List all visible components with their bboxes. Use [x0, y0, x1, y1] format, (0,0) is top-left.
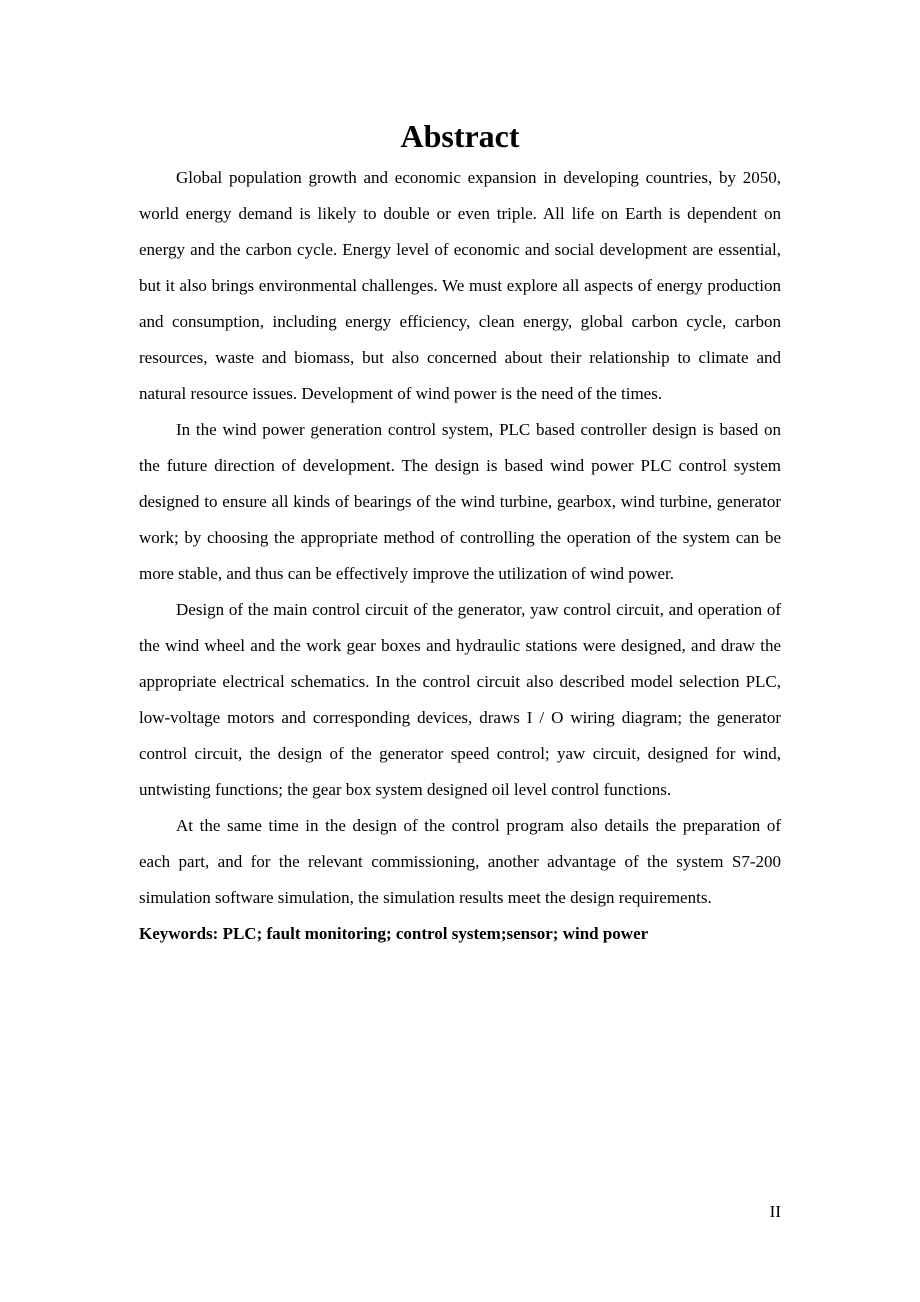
abstract-paragraph-2: In the wind power generation control system, PLC based controller design is based on the future direction of development. The design is based wind power PLC control system designed to ensure all kinds of bearings of the wind turbine, gearbox, wind turbine, generator work; by choosing the appropriate method of controlling the operation of the system can be more stable, and thus can be effectively improve the utilization of wind power.: [139, 420, 781, 583]
keywords-line: Keywords: PLC; fault monitoring; control system;sensor; wind power: [139, 924, 649, 943]
page-number: II: [769, 1202, 781, 1221]
abstract-title: Abstract: [400, 118, 520, 154]
abstract-paragraph-1: Global population growth and economic expansion in developing countries, by 2050, world energy demand is likely to double or even triple. All life on Earth is dependent on energy and the carbon cycle. Energy level of economic and social development are essential, but it also brings environmental challenges. We must explore all aspects of energy production and consumption, including energy efficiency, clean energy, global carbon cycle, carbon resources, waste and biomass, but also concerned about their relationship to climate and natural resource issues. Development of wind power is the need of the times.: [139, 168, 781, 403]
abstract-body: [139, 160, 781, 952]
abstract-paragraph-4: At the same time in the design of the control program also details the preparation of each part, and for the relevant commissioning, another advantage of the system S7-200 simulation software simulation, the simulation results meet the design requirements.: [139, 816, 781, 907]
abstract-paragraph-3: Design of the main control circuit of the generator, yaw control circuit, and operation of the wind wheel and the work gear boxes and hydraulic stations were designed, and draw the appropriate electrical schematics. In the control circuit also described model selection PLC, low-voltage motors and corresponding devices, draws I / O wiring diagram; the generator control circuit, the design of the generator speed control; yaw circuit, designed for wind, untwisting functions; the gear box system designed oil level control functions.: [139, 600, 781, 799]
